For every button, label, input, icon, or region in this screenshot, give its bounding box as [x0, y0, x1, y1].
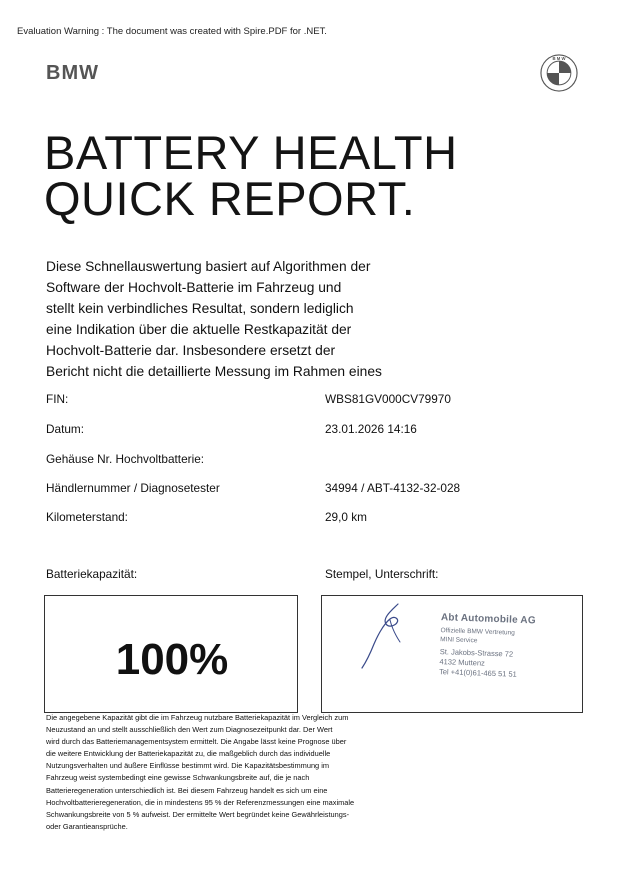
handwritten-signature [352, 600, 422, 672]
stamp-signature-label: Stempel, Unterschrift: [325, 567, 439, 581]
mileage-value: 29,0 km [325, 510, 367, 524]
disclaimer-line: Fahrzeug weist systembedingt eine gewisse Schwankungsbreite auf, die je nach [46, 773, 310, 783]
capacity-value: 100% [115, 635, 229, 684]
stamp-line: 4132 Muttenz [439, 657, 486, 668]
signature-box [321, 595, 583, 713]
dealer-stamp [439, 612, 551, 681]
capacity-label: Batteriekapazität: [46, 567, 138, 581]
disclaimer-line: Neuzustand an und stellt ausschließlich den Wert zum Diagnosezeitpunkt dar. Der Wert [46, 725, 333, 735]
disclaimer-line: wird durch das Batteriemanagementsystem ermittelt. Die Angabe lässt keine Prognose über [46, 737, 347, 747]
mileage-label: Kilometerstand: [46, 510, 128, 524]
bmw-roundel-icon [540, 54, 578, 92]
disclaimer-line: oder Garantieansprüche. [46, 821, 128, 831]
disclaimer-line: die weitere Entwicklung der Batteriekapazität zu, die maßgeblich durch das individuelle [46, 749, 331, 759]
intro-line: Software der Hochvolt-Batterie im Fahrzeug und [46, 280, 342, 295]
disclaimer-line: Nutzungsverhalten und äußere Einflüsse bestimmt wird. Die Kapazitätsbestimmung im [46, 761, 330, 771]
stamp-line: MINI Service [440, 636, 478, 645]
title-line-2: QUICK REPORT. [44, 172, 416, 225]
fin-label: FIN: [46, 392, 69, 406]
disclaimer-text [46, 712, 436, 833]
disclaimer-line: Batterieregeneration unterschiedlich ist. Bei diesem Fahrzeug handelt es sich um eine [46, 785, 328, 795]
stamp-company-name: Abt Automobile AG [440, 612, 536, 627]
intro-paragraph [46, 256, 446, 379]
disclaimer-line: Schwankungsbreite von 5 % aufweist. Der ermittelte Wert begründet keine Gewährleistungs- [46, 809, 350, 819]
disclaimer-line: Hochvoltbatterieregeneration, die in mindestens 95 % der Referenzmessungen eine maximale [46, 797, 355, 807]
dealer-value: 34994 / ABT-4132-32-028 [325, 481, 461, 495]
intro-line: stellt kein verbindliches Resultat, sondern lediglich [46, 301, 354, 316]
title-line-1: BATTERY HEALTH [44, 126, 458, 179]
intro-line: Hochvolt-Batterie dar. Insbesondere ersetzt der [46, 343, 336, 358]
case-number-label: Gehäuse Nr. Hochvoltbatterie: [46, 452, 205, 466]
stamp-line: Tel +41(0)61-465 51 51 [438, 667, 517, 679]
date-value: 23.01.2026 14:16 [325, 422, 417, 436]
intro-line: Diese Schnellauswertung basiert auf Algorithmen der [46, 259, 371, 274]
intro-line: Bericht nicht die detaillierte Messung im Rahmen eines [46, 364, 382, 379]
stamp-line: Offizielle BMW Vertretung [440, 627, 515, 637]
dealer-label: Händlernummer / Diagnosetester [46, 481, 220, 495]
disclaimer-line: Die angegebene Kapazität gibt die im Fahrzeug nutzbare Batteriekapazität im Vergleich zum [46, 713, 349, 722]
date-label: Datum: [46, 422, 85, 436]
evaluation-warning: Evaluation Warning : The document was created with Spire.PDF for .NET. [17, 26, 327, 37]
bmw-wordmark: BMW [46, 62, 99, 84]
intro-line: eine Indikation über die aktuelle Restkapazität der [46, 322, 352, 337]
svg-text:B M W: B M W [552, 55, 566, 61]
stamp-line: St. Jakobs-Strasse 72 [439, 647, 514, 659]
report-title [44, 126, 458, 225]
fin-value: WBS81GV000CV79970 [325, 392, 451, 406]
capacity-box [44, 595, 298, 713]
